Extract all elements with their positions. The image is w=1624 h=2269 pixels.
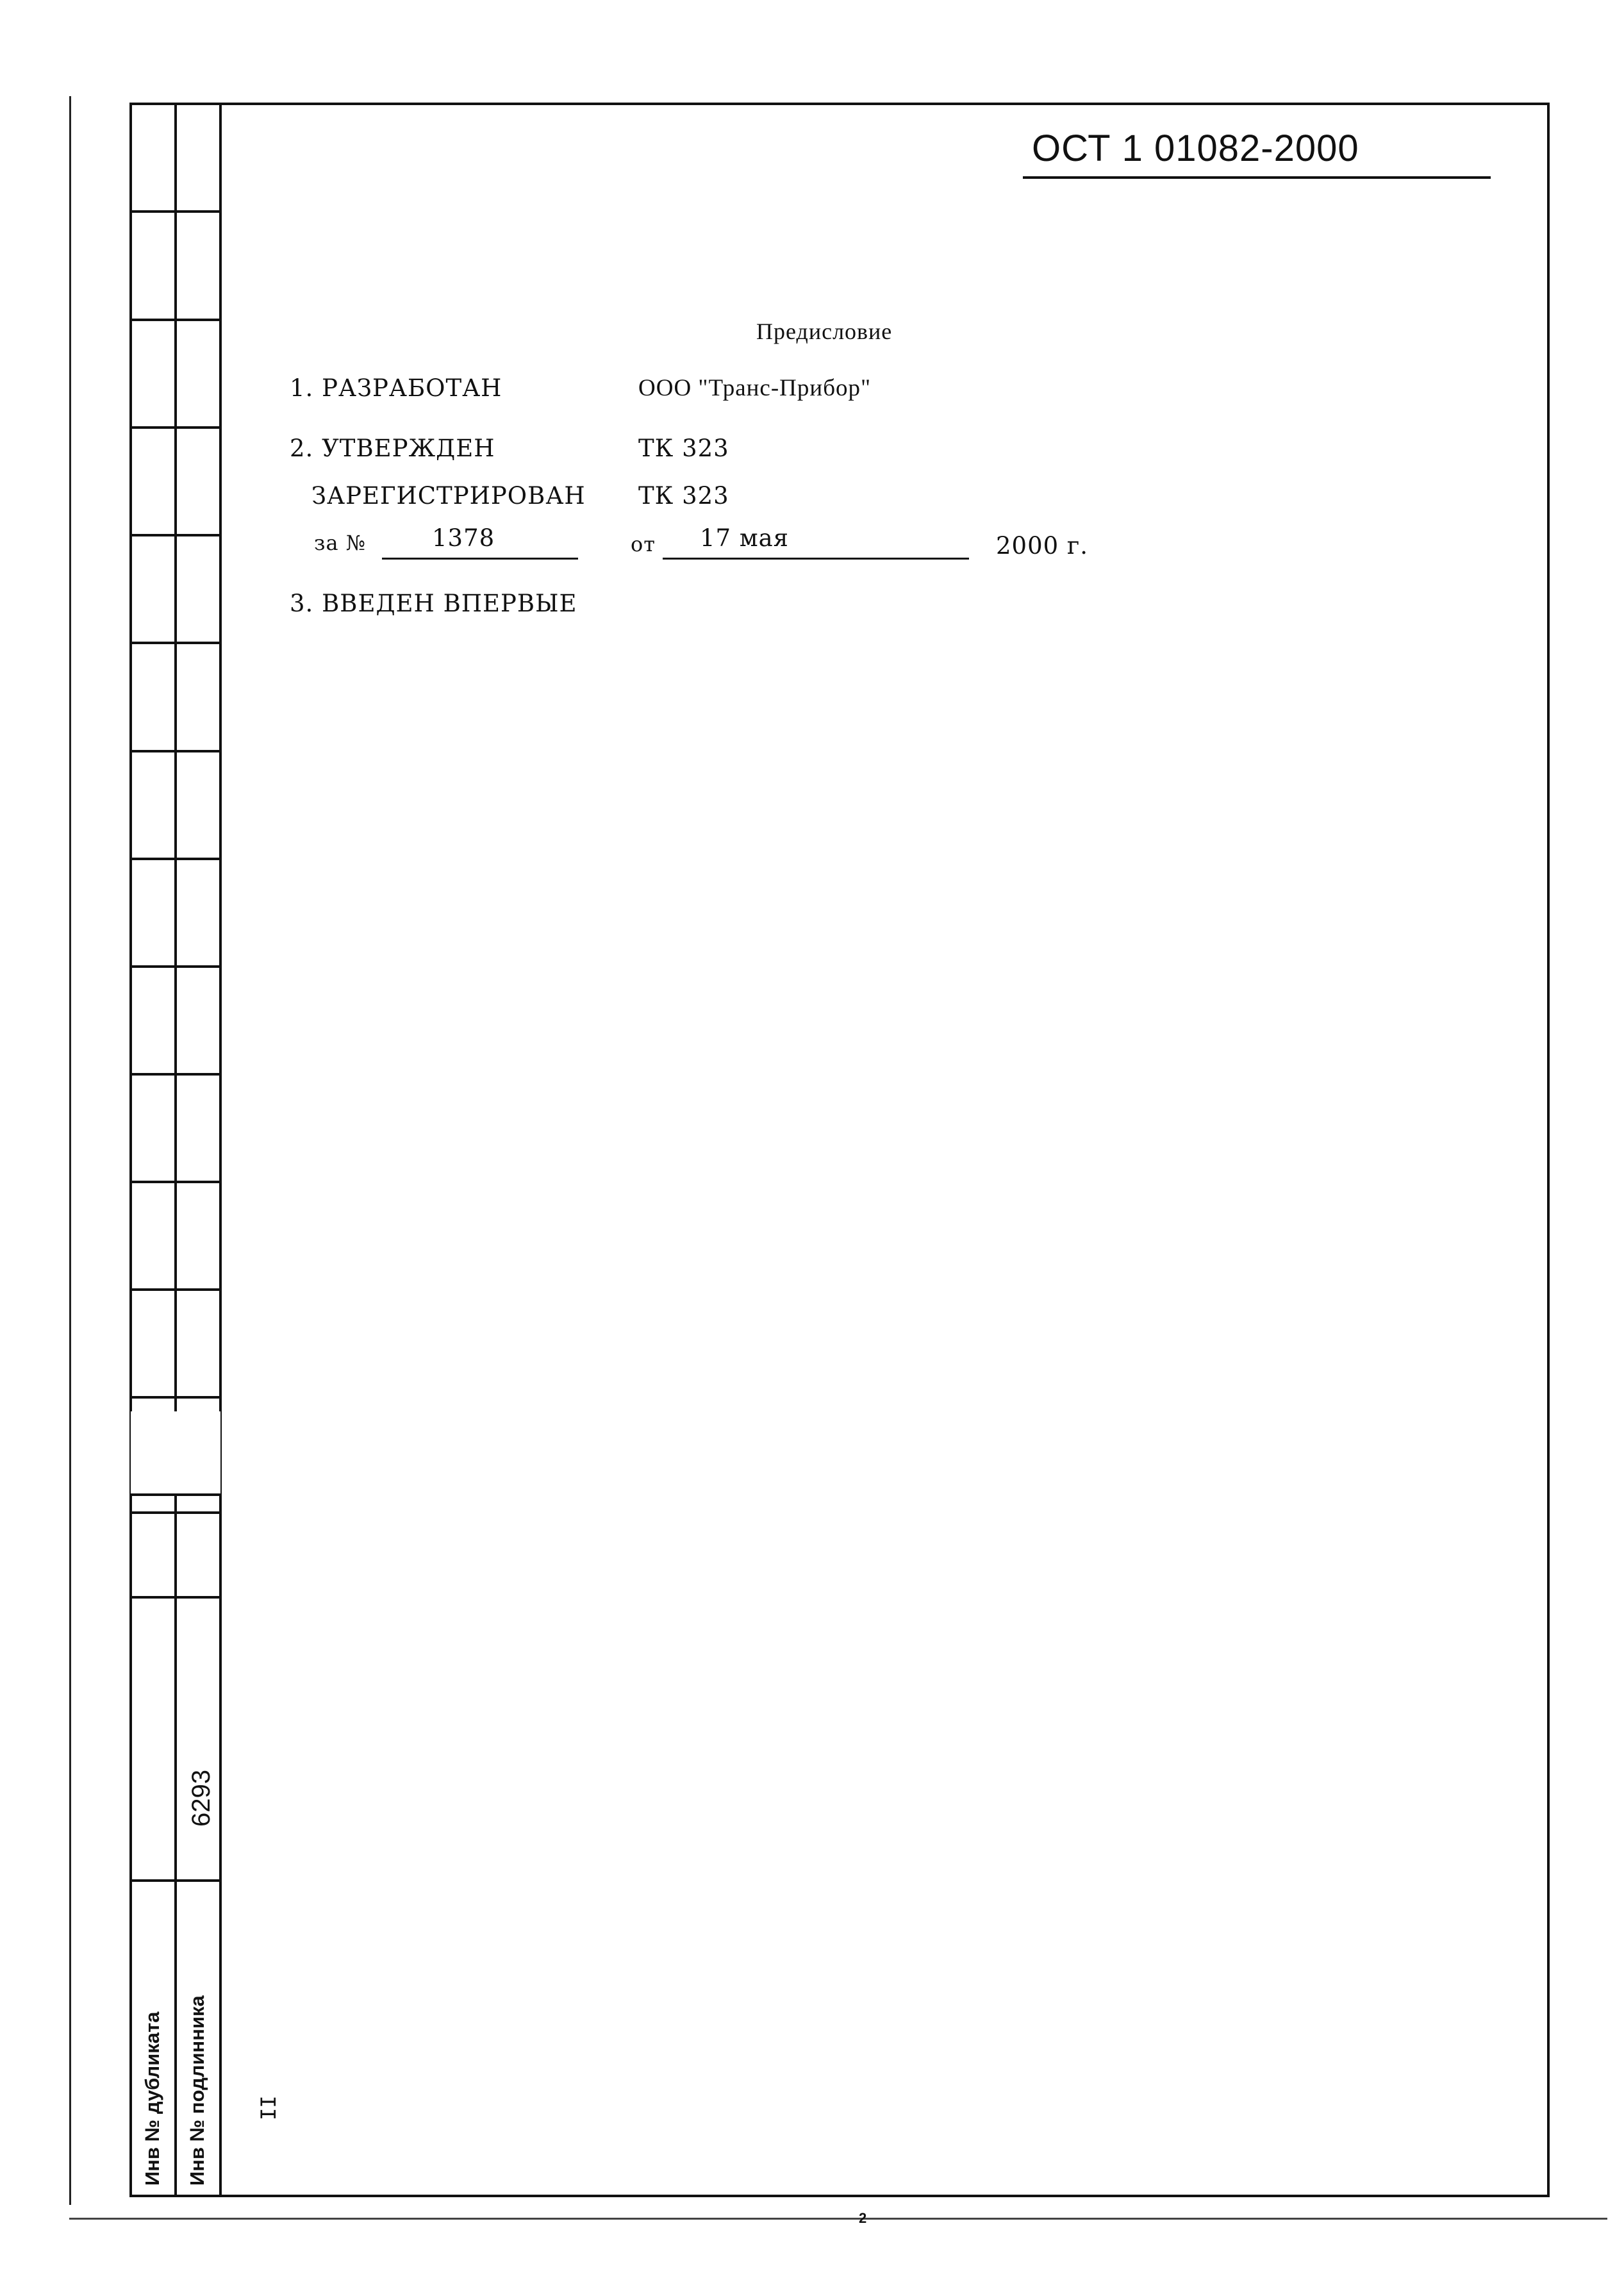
margin-row-line [129,965,222,968]
document-frame [219,103,1550,2197]
margin-row-line [129,858,222,860]
margin-row-line [129,319,222,321]
item-3: 3. ВВЕДЕН ВПЕРВЫЕ [290,590,577,617]
registration-number-prefix: за № [314,531,366,555]
margin-row-line [129,1396,222,1399]
page-number: 2 [859,2210,867,2226]
stamp-mark: II [256,2095,281,2120]
registered-label: ЗАРЕГИСТРИРОВАН [311,482,586,510]
foreword-heading: Предисловие [756,319,893,344]
margin-row-line [129,642,222,644]
original-inventory-number: 6293 [187,1770,215,1827]
margin-row-line [129,1181,222,1183]
document-code-underline [1023,176,1491,179]
registration-from-label: от [631,532,656,556]
item-2-value: ТК 323 [638,435,729,462]
margin-row-line [129,210,222,213]
item-1-label: 1. РАЗРАБОТАН [290,374,502,402]
margin-row-line [129,534,222,536]
margin-col-line [174,1493,177,2197]
registered-value: ТК 323 [638,482,729,510]
margin-row-line [129,103,222,105]
registration-year: 2000 г. [996,532,1089,560]
original-inventory-label: Инв № подлинника [186,1995,208,2186]
margin-row-line [129,1073,222,1076]
registration-date: 17 мая [700,524,790,552]
margin-row-line [129,1288,222,1291]
margin-row-line [129,750,222,752]
scan-edge-bottom [69,2218,1607,2220]
item-2-label: 2. УТВЕРЖДЕН [290,435,495,462]
scan-edge-left [69,96,71,2205]
margin-row-line [129,426,222,429]
registration-number-underline [382,558,578,560]
duplicate-inventory-label: Инв № дубликата [141,2011,163,2186]
registration-date-underline [663,558,969,560]
margin-row-line [129,1493,222,1496]
item-1-value: ООО "Транс-Прибор" [638,375,872,401]
margin-col-line [129,1493,132,2197]
margin-gap-fill [131,1411,220,1493]
document-code: ОСТ 1 01082-2000 [1032,128,1359,169]
registration-number: 1378 [432,524,495,552]
